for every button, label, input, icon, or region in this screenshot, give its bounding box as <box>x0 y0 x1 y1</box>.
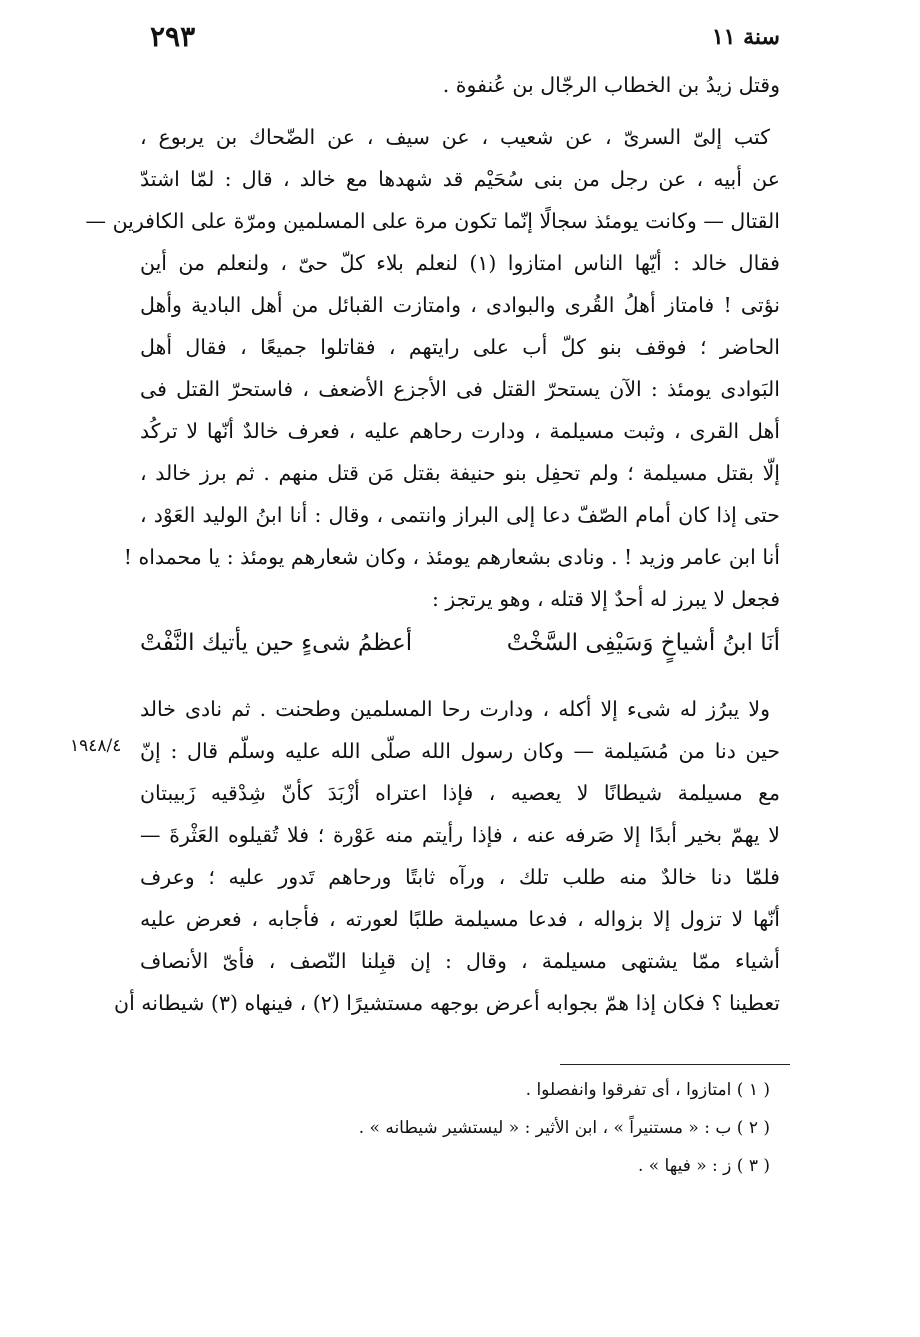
verse-second-hemistich: أعظمُ شىءٍ حين يأتيك النَّفْتْ <box>140 630 413 656</box>
text-line: حتى إذا كان أمام الصّفّ دعا إلى البراز وانتمى ، وقال : أنا ابنُ الوليد العَوْد ، <box>140 503 780 527</box>
page-header <box>150 20 780 60</box>
text-line: أنّها لا تزول إلا بزواله ، فدعا مسيلمة طلبًا لعورته ، فأجابه ، فعرض عليه <box>140 907 780 931</box>
text-line: فقال خالد : أيّها الناس امتازوا (١) لنعلم بلاء كلّ حىّ ، ولنعلم من أين <box>140 251 780 275</box>
margin-reference: ١٩٤٨/٤ <box>70 736 122 756</box>
text-line: فلمّا دنا خالدٌ منه طلب تلك ، ورآه ثابتًا ورحاهم تَدور عليه ؛ وعرف <box>140 865 780 889</box>
text-line: ولا يبرُز له شىء إلا أكله ، ودارت رحا المسلمين وطحنت . ثم نادى خالد <box>140 697 770 721</box>
text-line: وقتل زيدُ بن الخطاب الرجّال بن عُنفوة . <box>442 73 780 97</box>
text-line: كتب إلىّ السرىّ ، عن شعيب ، عن سيف ، عن الضّحاك بن يربوع ، <box>140 125 770 149</box>
text-line: إلّا بقتل مسيلمة ؛ ولم تحفِل بنو حنيفة بقتل مَن قتل منهم . ثم برز خالد ، <box>140 461 780 485</box>
verse-first-hemistich: أنَا ابنُ أشياخٍ وَسَيْفِى السَّخْتْ <box>506 630 780 656</box>
poetry-verse <box>140 630 780 670</box>
text-line: الحاضر ؛ فوقف بنو كلّ أب على رايتهم ، فقاتلوا جميعًا ، فقال أهل <box>140 335 780 359</box>
text-line: أهل القرى ، وثبت مسيلمة ، ودارت رحاهم عليه ، فعرف خالدٌ أنّها لا تركُد <box>140 419 780 443</box>
footnote-divider <box>560 1064 790 1065</box>
text-line: القتال — وكانت يومئذ سجالًا إنّما تكون مرة على المسلمين ومرّة على الكافرين — <box>85 209 780 233</box>
text-line: تعطينا ؟ فكان إذا همّ بجوابه أعرض بوجهه مستشيرًا (٢) ، فينهاه (٣) شيطانه أن <box>114 991 780 1015</box>
text-line: مع مسيلمة شيطانًا لا يعصيه ، فإذا اعتراه أزْبَدَ كأنّ شِدْقيه زَبيبتان <box>140 781 780 805</box>
text-line: فجعل لا يبرز له أحدٌ إلا قتله ، وهو يرتجز : <box>431 587 780 611</box>
text-line: أشياء ممّا يشتهى مسيلمة ، وقال : إن قبِلنا النّصف ، فأىّ الأنصاف <box>140 949 780 973</box>
text-line: البَوادى يومئذ : الآن يستحرّ القتل فى الأجزع الأضعف ، فاستحرّ القتل فى <box>140 377 780 401</box>
text-line: حين دنا من مُسَيلمة — وكان رسول الله صلّى الله عليه وسلّم قال : إنّ <box>140 739 780 763</box>
footnote: ( ٢ ) ب : « مستنيراً » ، ابن الأثير : « ليستشير شيطانه » . <box>358 1118 770 1138</box>
text-line: نؤتى ! فامتاز أهلُ القُرى والبوادى ، وامتازت القبائل من أهل البادية وأهل <box>140 293 780 317</box>
running-head-year: سنة ١١ <box>711 24 780 50</box>
text-line: أنا ابن عامر وزيد ! . ونادى بشعارهم يومئذ ، وكان شعارهم يومئذ : يا محمداه ! <box>123 545 780 569</box>
footnote: ( ١ ) امتازوا ، أى تفرقوا وانفصلوا . <box>525 1080 770 1100</box>
page-number: ٢٩٣ <box>150 20 196 53</box>
footnote: ( ٣ ) ز : « فيها » . <box>637 1156 770 1176</box>
text-line: عن أبيه ، عن رجل من بنى سُحَيْم قد شهدها مع خالد ، قال : لمّا اشتدّ <box>140 167 780 191</box>
text-line: لا يهمّ بخير أبدًا إلا صَرفه عنه ، فإذا رأيتم منه عَوْرة ؛ فلا تُقيلوه العَثْرةَ — <box>140 823 780 847</box>
